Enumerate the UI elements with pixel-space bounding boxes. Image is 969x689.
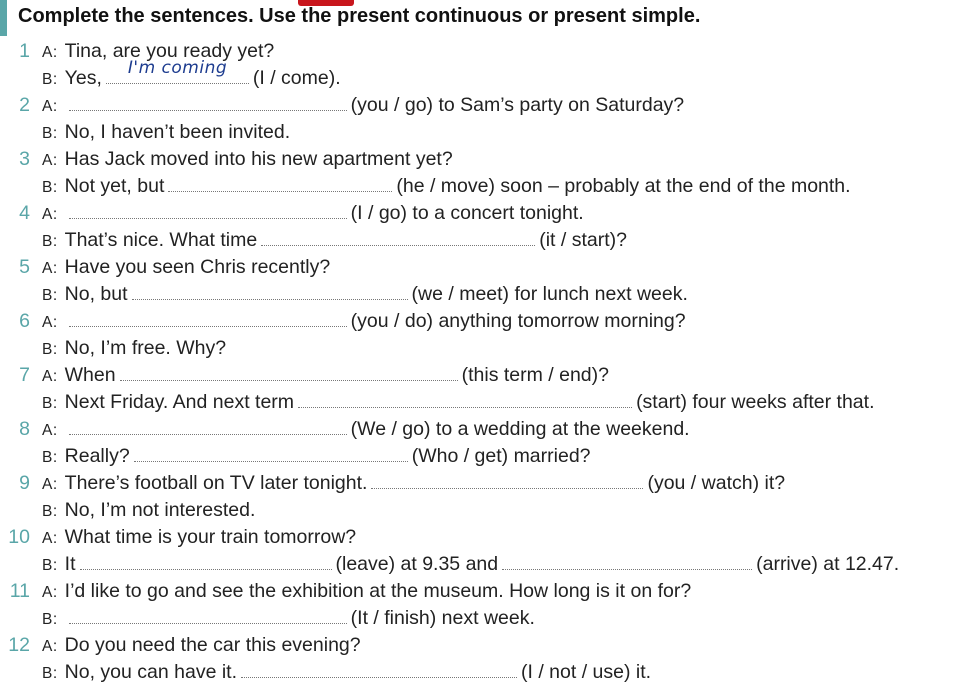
speaker-label: A: — [42, 368, 58, 385]
item-number: 3 — [19, 148, 30, 170]
sentence-text: (arrive) at 12.47. — [756, 553, 900, 575]
answer-blank[interactable] — [502, 551, 752, 570]
answer-blank[interactable] — [241, 659, 517, 678]
speaker-label: A: — [42, 314, 58, 331]
speaker-label: A: — [42, 422, 58, 439]
speaker-label: B: — [42, 125, 58, 142]
answer-blank[interactable] — [106, 58, 249, 84]
answer-blank[interactable] — [134, 443, 408, 462]
item-5-line-b — [0, 281, 688, 308]
answer-blank[interactable] — [168, 173, 392, 192]
item-number: 10 — [8, 526, 30, 548]
sentence-text: There’s football on TV later tonight. — [64, 472, 368, 494]
sentence-text: (he / move) soon – probably at the end of the month. — [396, 175, 851, 197]
sentence-text: Yes, — [64, 67, 102, 89]
item-number: 8 — [19, 418, 30, 440]
sentence-text: (I / go) to a concert tonight. — [350, 202, 584, 224]
sentence-text: (we / meet) for lunch next week. — [411, 283, 688, 305]
sentence-text: Tina, are you ready yet? — [64, 40, 275, 62]
answer-blank[interactable] — [69, 308, 347, 327]
sentence-text: (leave) at 9.35 and — [335, 553, 499, 575]
sentence-text: (this term / end)? — [461, 364, 609, 386]
speaker-label: A: — [42, 98, 58, 115]
speaker-label: A: — [42, 44, 58, 61]
item-10-line-a — [0, 524, 356, 551]
answer-blank[interactable] — [120, 362, 458, 381]
item-8-line-a — [0, 416, 690, 443]
item-1-line-b — [0, 58, 341, 92]
sentence-text: No, I’m not interested. — [64, 499, 256, 521]
speaker-label: B: — [42, 233, 58, 250]
answer-blank[interactable] — [69, 200, 347, 219]
answer-blank[interactable] — [261, 227, 535, 246]
sentence-text: (I / come). — [252, 67, 341, 89]
item-number: 12 — [8, 634, 30, 656]
item-9-line-a — [0, 470, 785, 497]
answer-blank[interactable] — [298, 389, 632, 408]
sentence-text: I’d like to go and see the exhibition at the museum. How long is it on for? — [64, 580, 692, 602]
answer-blank[interactable] — [69, 92, 347, 111]
sentence-text: Do you need the car this evening? — [64, 634, 361, 656]
item-number: 11 — [9, 580, 30, 602]
item-11-line-a — [0, 578, 691, 605]
speaker-label: B: — [42, 341, 58, 358]
sentence-text: (We / go) to a wedding at the weekend. — [350, 418, 690, 440]
sentence-text: What time is your train tomorrow? — [64, 526, 357, 548]
sentence-text: No, you can have it. — [64, 661, 238, 683]
accent-bar — [0, 0, 7, 36]
item-4-line-b — [0, 227, 627, 254]
speaker-label: B: — [42, 611, 58, 628]
item-12-line-a — [0, 632, 361, 659]
item-2-line-b — [0, 119, 290, 146]
answer-blank[interactable] — [69, 605, 347, 624]
item-9-line-b — [0, 497, 255, 524]
item-11-line-b — [0, 605, 535, 632]
item-number: 7 — [19, 364, 30, 386]
item-4-line-a — [0, 200, 584, 227]
answer-blank[interactable] — [80, 551, 332, 570]
item-number: 6 — [19, 310, 30, 332]
answer-blank[interactable] — [371, 470, 643, 489]
speaker-label: A: — [42, 584, 58, 601]
speaker-label: A: — [42, 476, 58, 493]
sentence-text: (I / not / use) it. — [521, 661, 652, 683]
item-number: 1 — [19, 40, 30, 62]
sentence-text: No, I haven’t been invited. — [64, 121, 291, 143]
sentence-text: (you / watch) it? — [647, 472, 786, 494]
speaker-label: B: — [42, 287, 58, 304]
sentence-text: Not yet, but — [64, 175, 165, 197]
item-8-line-b — [0, 443, 591, 470]
speaker-label: B: — [42, 557, 58, 574]
sentence-text: Really? — [64, 445, 130, 467]
item-6-line-a — [0, 308, 686, 335]
sentence-text: It — [64, 553, 76, 575]
item-3-line-a — [0, 146, 453, 173]
speaker-label: A: — [42, 530, 58, 547]
item-3-line-b — [0, 173, 851, 200]
exercise-instruction: Complete the sentences. Use the present continuous or present simple. — [18, 5, 701, 27]
item-6-line-b — [0, 335, 226, 362]
sentence-text: Have you seen Chris recently? — [64, 256, 331, 278]
item-12-line-b — [0, 659, 651, 686]
sentence-text: (Who / get) married? — [411, 445, 591, 467]
handwritten-answer: I'm coming — [127, 58, 228, 78]
item-number: 4 — [19, 202, 30, 224]
speaker-label: A: — [42, 152, 58, 169]
speaker-label: B: — [42, 179, 58, 196]
speaker-label: A: — [42, 638, 58, 655]
answer-blank[interactable] — [69, 416, 347, 435]
sentence-text: (start) four weeks after that. — [636, 391, 875, 413]
sentence-text: No, but — [64, 283, 128, 305]
speaker-label: B: — [42, 71, 58, 88]
sentence-text: No, I’m free. Why? — [64, 337, 227, 359]
speaker-label: B: — [42, 395, 58, 412]
item-number: 9 — [19, 472, 30, 494]
speaker-label: B: — [42, 449, 58, 466]
item-number: 2 — [19, 94, 30, 116]
sentence-text: Has Jack moved into his new apartment yet? — [64, 148, 453, 170]
sentence-text: (It / finish) next week. — [350, 607, 535, 629]
speaker-label: A: — [42, 260, 58, 277]
speaker-label: B: — [42, 503, 58, 520]
item-7-line-a — [0, 362, 609, 389]
sentence-text: (you / go) to Sam’s party on Saturday? — [350, 94, 685, 116]
item-number: 5 — [19, 256, 30, 278]
answer-blank[interactable] — [132, 281, 408, 300]
sentence-text: When — [64, 364, 116, 386]
speaker-label: B: — [42, 665, 58, 682]
item-10-line-b — [0, 551, 899, 578]
item-2-line-a — [0, 92, 684, 119]
item-5-line-a — [0, 254, 330, 281]
sentence-text: Next Friday. And next term — [64, 391, 295, 413]
sentence-text: (it / start)? — [539, 229, 627, 251]
item-7-line-b — [0, 389, 874, 416]
sentence-text: (you / do) anything tomorrow morning? — [350, 310, 686, 332]
sentence-text: That’s nice. What time — [64, 229, 258, 251]
speaker-label: A: — [42, 206, 58, 223]
